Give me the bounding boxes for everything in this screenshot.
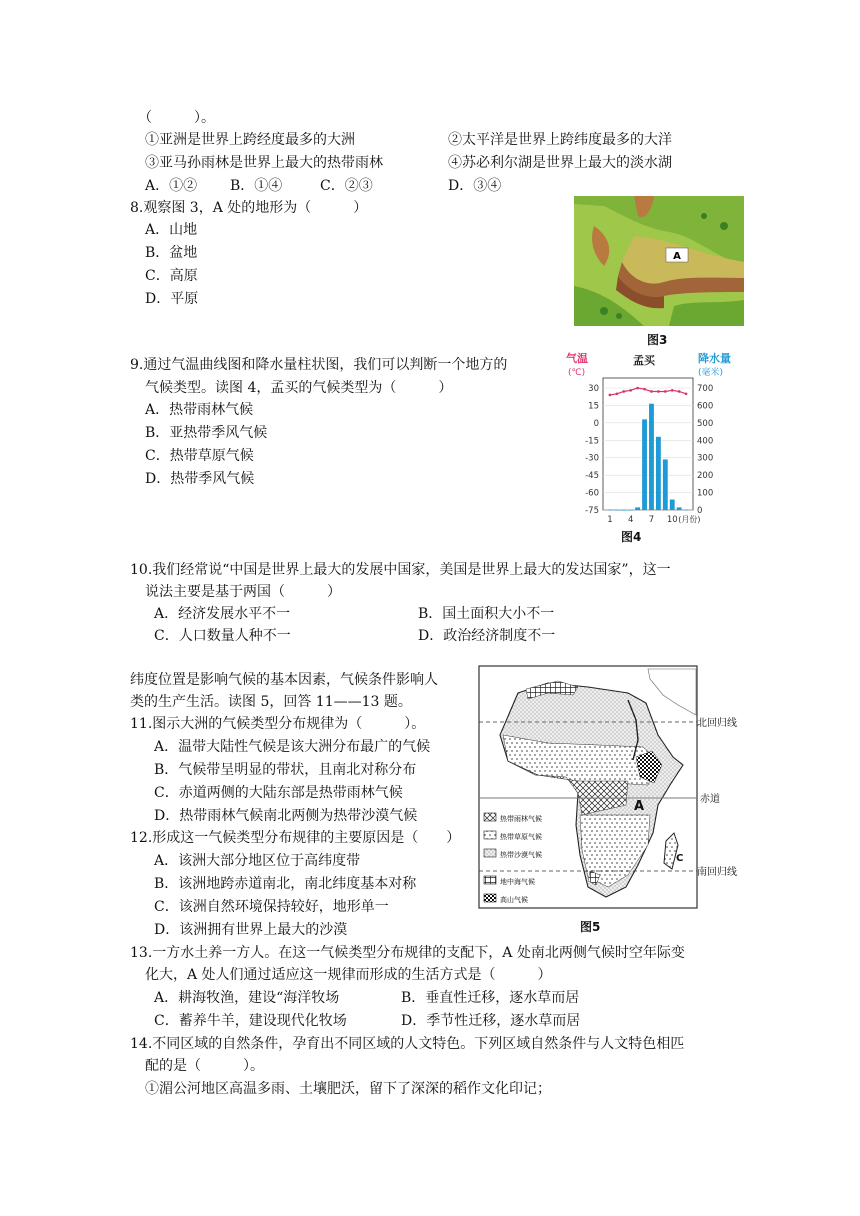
temperature-point	[671, 389, 674, 392]
temperature-point	[629, 389, 632, 392]
precipitation-bar	[608, 510, 613, 511]
temperature-point	[657, 390, 660, 393]
q10-choice-d: D．政治经济制度不一	[418, 628, 556, 644]
precipitation-bar	[621, 510, 626, 511]
temperature-point	[678, 390, 681, 393]
month-tick-label: 4	[627, 515, 634, 525]
q12-choice-b: B．该洲地跨赤道南北，南北纬度基本对称	[154, 876, 417, 892]
q12-choice-d: D．该洲拥有世界上最大的沙漠	[154, 922, 348, 938]
month-tick-label: 1	[607, 515, 613, 525]
month-tick-label: 7	[648, 515, 655, 525]
legend-rainforest: 热带雨林气候	[500, 815, 542, 823]
precipitation-tick-label: 500	[697, 418, 714, 429]
temperature-tick-label: -30	[585, 453, 599, 464]
q7-option-4: ④苏必利尔湖是世界上最大的淡水湖	[448, 155, 672, 171]
temperature-tick-label: 15	[588, 401, 599, 412]
q8-stem: 8.观察图 3，A 处的地形为（ ）	[130, 200, 368, 216]
precipitation-axis-title: 降水量	[698, 352, 731, 365]
q14-stem-line2: 配的是（ ）。	[145, 1058, 264, 1074]
q9-choice-a: A．热带雨林气候	[145, 402, 254, 418]
legend-mediterranean: 地中海气候	[500, 878, 535, 886]
temperature-point	[643, 388, 646, 391]
climate-chart	[560, 350, 740, 545]
legend-highland: 高山气候	[500, 896, 528, 904]
q8-choice-a: A．山地	[145, 222, 198, 238]
temperature-point	[685, 393, 688, 396]
temperature-tick-label: -15	[585, 436, 599, 447]
q13-choice-c: C．蓄养牛羊，建设现代化牧场	[154, 1013, 347, 1029]
q13-choice-b: B．垂直性迁移，逐水草而居	[401, 990, 580, 1006]
precipitation-tick-label: 200	[697, 471, 714, 482]
q11-choice-d: D．热带雨林气候南北两侧为热带沙漠气候	[154, 808, 418, 824]
q7-choice-a: A．①②	[145, 178, 198, 194]
precipitation-axis-unit: (毫米)	[698, 368, 724, 378]
temperature-point	[622, 390, 625, 393]
intro-line2: 类的生产生活。读图 5，回答 11——13 题。	[130, 694, 412, 710]
q7-choice-c: C．②③	[320, 178, 373, 194]
map-point-a: A	[634, 799, 645, 814]
africa-climate-map	[478, 665, 748, 915]
q14-option-1: ①湄公河地区高温多雨、土壤肥沃，留下了深深的稻作文化印记；	[145, 1081, 551, 1097]
precipitation-bar	[614, 510, 619, 511]
q13-stem-line1: 13.一方水土养一方人。在这一气候类型分布规律的支配下，A 处南北两侧气候时空年际变	[130, 945, 685, 961]
figure3-caption: 图3	[647, 333, 668, 347]
temperature-tick-label: 30	[588, 384, 599, 394]
q12-stem: 12.形成这一气候类型分布规律的主要原因是（ ）	[130, 830, 461, 846]
temperature-tick-label: -45	[585, 471, 599, 482]
precipitation-tick-label: 400	[697, 436, 714, 447]
q12-choice-c: C．该洲自然环境保持较好，地形单一	[154, 899, 389, 915]
precipitation-bar	[628, 510, 633, 511]
q9-stem-line2: 气候类型。读图 4，孟买的气候类型为（ ）	[145, 380, 453, 396]
q7-stem-tail: （ ）。	[138, 110, 215, 126]
plot-frame	[603, 378, 693, 510]
precipitation-bar	[684, 510, 689, 511]
q7-choice-b: B．①④	[230, 178, 283, 194]
precipitation-bar	[635, 507, 640, 510]
q11-choice-b: B．气候带呈明显的带状，且南北对称分布	[154, 762, 417, 778]
q10-choice-b: B．国土面积大小不一	[418, 606, 555, 622]
q11-choice-a: A．温带大陆性气候是该大洲分布最广的气候	[154, 739, 431, 755]
precipitation-bar	[663, 459, 668, 510]
temperature-axis-unit: (℃)	[568, 368, 586, 378]
q8-choice-d: D．平原	[145, 291, 199, 307]
q9-stem-line1: 9.通过气温曲线图和降水量柱状图，我们可以判断一个地方的	[130, 357, 508, 373]
q13-choice-d: D．季节性迁移，逐水草而居	[401, 1013, 581, 1029]
q7-option-1: ①亚洲是世界上跨经度最多的大洲	[145, 132, 355, 148]
q8-choice-b: B．盆地	[145, 245, 198, 261]
temperature-point	[636, 387, 639, 390]
north-tropic-label: 北回归线	[697, 718, 737, 729]
q9-choice-b: B．亚热带季风气候	[145, 425, 268, 441]
precipitation-bar	[642, 419, 647, 510]
precipitation-tick-label: 300	[697, 453, 714, 464]
q9-choice-d: D．热带季风气候	[145, 471, 255, 487]
temperature-axis-title: 气温	[566, 352, 588, 365]
temperature-tick-label: 0	[593, 418, 599, 429]
q10-stem-line1: 10.我们经常说“中国是世界上最大的发展中国家，美国是世界上最大的发达国家”，这一	[130, 562, 671, 578]
q7-choice-d: D．③④	[448, 178, 502, 194]
month-tick-label: 10	[666, 515, 678, 525]
south-tropic-label: 南回归线	[697, 867, 737, 878]
precipitation-tick-label: 100	[697, 488, 714, 499]
q14-stem-line1: 14.不同区域的自然条件，孕育出不同区域的人文特色。下列区域自然条件与人文特色相匹	[130, 1036, 685, 1052]
legend-desert: 热带沙漠气候	[500, 851, 542, 859]
temperature-point	[650, 390, 653, 393]
terrain-point-a-label: A	[673, 251, 681, 262]
q7-option-2: ②太平洋是世界上跨纬度最多的大洋	[448, 132, 672, 148]
legend-savanna: 热带草原气候	[500, 833, 542, 841]
chart-title: 孟买	[633, 354, 655, 367]
precipitation-bar	[656, 437, 661, 510]
temperature-point	[609, 394, 612, 397]
q8-choice-c: C．高原	[145, 268, 198, 284]
q13-choice-a: A．耕海牧渔，建设“海洋牧场	[154, 990, 340, 1006]
q11-choice-c: C．赤道两侧的大陆东部是热带雨林气候	[154, 785, 403, 801]
temperature-tick-label: -75	[585, 506, 599, 516]
q9-choice-c: C．热带草原气候	[145, 448, 254, 464]
precipitation-bar	[649, 404, 654, 510]
precipitation-tick-label: 700	[697, 384, 714, 394]
q11-stem: 11.图示大洲的气候类型分布规律为（ ）。	[130, 716, 426, 732]
map-point-c: C	[676, 853, 684, 864]
intro-line1: 纬度位置是影响气候的基本因素，气候条件影响人	[130, 672, 438, 688]
q12-choice-a: A．该洲大部分地区位于高纬度带	[154, 853, 361, 869]
q10-stem-line2: 说法主要是基于两国（ ）	[145, 584, 341, 600]
equator-label: 赤道	[700, 794, 720, 805]
figure4-caption: 图4	[621, 530, 642, 544]
q10-choice-a: A．经济发展水平不一	[154, 606, 291, 622]
precipitation-tick-label: 600	[697, 401, 714, 412]
q10-choice-c: C．人口数量人种不一	[154, 628, 291, 644]
q13-stem-line2: 化大，A 处人们通过适应这一规律而形成的生活方式是（ ）	[145, 967, 552, 983]
precipitation-bar	[677, 507, 682, 510]
q7-option-3: ③亚马孙雨林是世界上最大的热带雨林	[145, 155, 383, 171]
precipitation-bar	[670, 500, 675, 510]
temperature-point	[616, 393, 619, 396]
figure5-caption: 图5	[580, 920, 601, 934]
precipitation-tick-label: 0	[697, 506, 703, 516]
month-axis-unit: (月份)	[678, 515, 701, 524]
terrain-figure	[574, 196, 744, 326]
temperature-point	[664, 390, 667, 393]
temperature-tick-label: -60	[585, 488, 599, 499]
